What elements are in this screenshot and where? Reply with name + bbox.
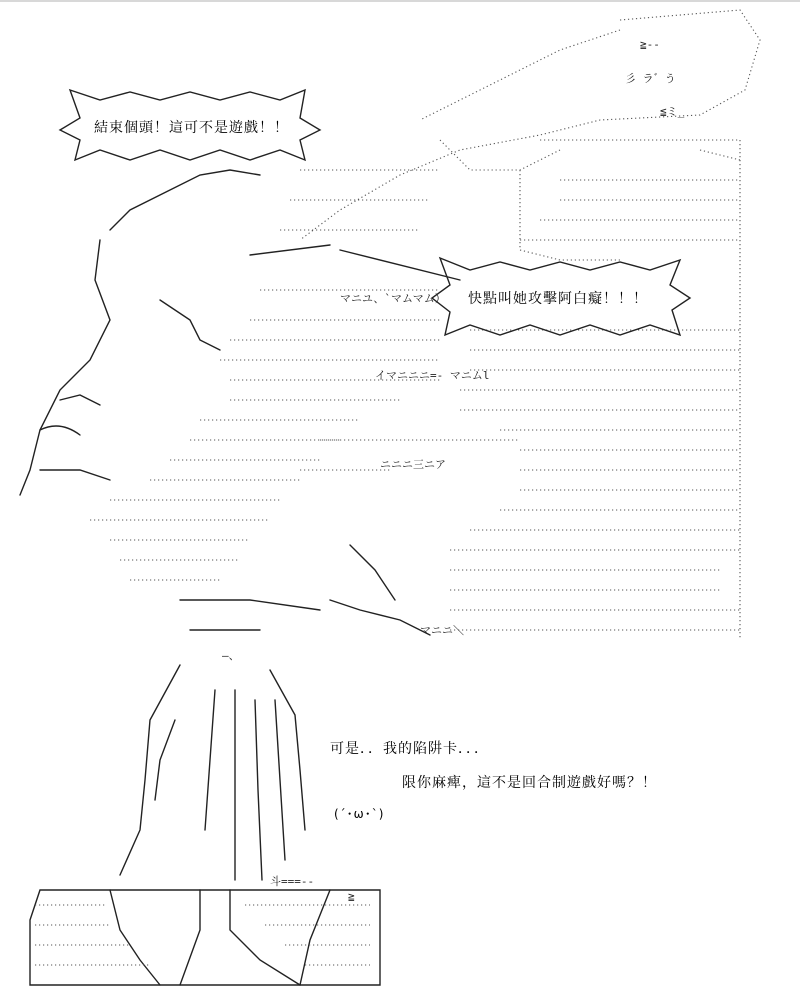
line-art-figure bbox=[20, 170, 460, 635]
dialogue-mid-right: 快點叫她攻擊阿白癡！！！ bbox=[466, 288, 650, 308]
aa-fragment: イマニニニ=‐ マニムl bbox=[375, 369, 490, 382]
standing-figure-bottom bbox=[30, 665, 380, 985]
aa-fragment: ≧-- bbox=[640, 38, 660, 51]
aa-fragment: ―、 bbox=[222, 649, 240, 662]
aa-fragment: ≧ bbox=[348, 890, 355, 903]
aa-fragment: マニユ、`マムマム） bbox=[340, 292, 446, 305]
aa-fragment: ニニニ三ニア bbox=[380, 458, 446, 471]
dialogue-top-left: 結束個頭！這可不是遊戲！！ bbox=[92, 117, 291, 137]
aa-fragment: マニニ＼ bbox=[420, 624, 464, 637]
aa-fragment: ≦ミ_ bbox=[660, 105, 685, 118]
dialogue-trap-card: 可是．．我的陷阱卡．．． bbox=[330, 741, 489, 757]
kaomoji: (´･ω･`) bbox=[334, 807, 385, 821]
dialogue-complaint: 限你麻痺，這不是回合制遊戲好嗎？！ bbox=[402, 775, 657, 791]
aa-fragment: 斗===‐‐ bbox=[270, 875, 315, 888]
aa-fragment: 彡 ラ゛う bbox=[625, 72, 676, 85]
